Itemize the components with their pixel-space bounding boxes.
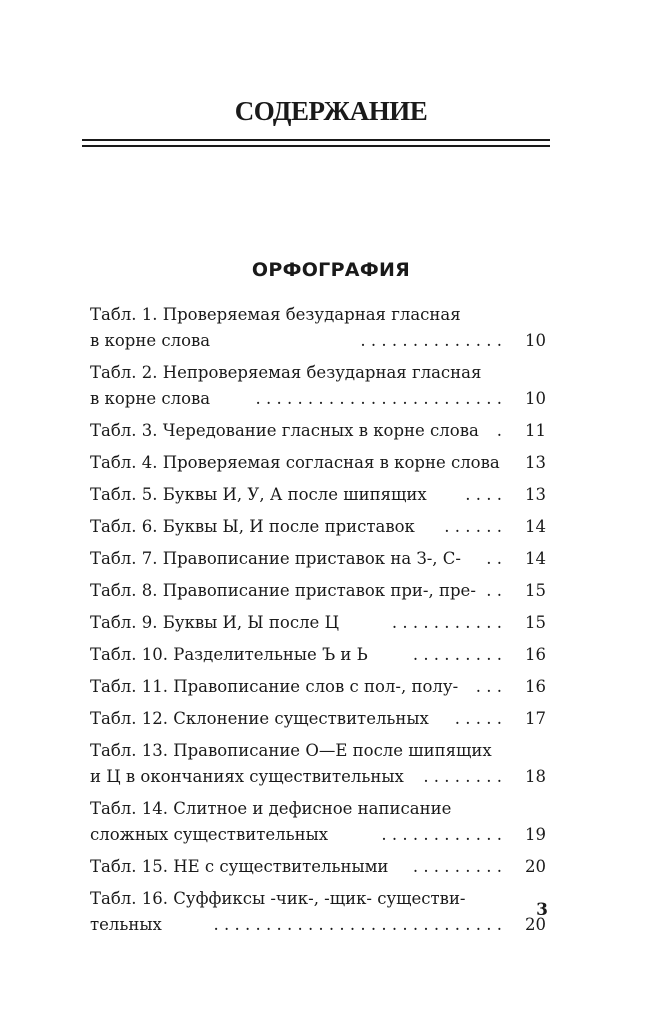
toc-entry-page: 11 [525, 421, 546, 440]
toc-entry-text: тельных [90, 915, 162, 934]
toc-dot-leader: . . . . . . . . [423, 767, 502, 786]
toc-dot-leader: . . . . . . . . . [412, 645, 502, 664]
toc-dot-leader: . . . [475, 677, 502, 696]
toc-entry-text: Табл. 5. Буквы И, У, А после шипящих [90, 485, 427, 504]
section-heading: ОРФОГРАФИЯ [251, 259, 411, 281]
toc-entry-text: в корне слова [90, 389, 211, 408]
toc-dot-leader: . . . . . . . . . . . . [381, 825, 502, 844]
toc-entry-page: 14 [525, 517, 546, 536]
toc-entry-page: 13 [525, 485, 546, 504]
toc-entry-line [90, 797, 546, 821]
toc-dot-leader: . . . . [465, 485, 502, 504]
toc-dot-leader: . . . . . . . . . . . . . . . . . . . . . . . . [255, 389, 502, 408]
toc-dot-leader: . . [486, 549, 502, 568]
toc-entry-text: Табл. 2. Непроверяемая безударная гласная [90, 363, 482, 382]
toc-entry-page: 17 [525, 709, 546, 728]
toc-entry-page: 16 [525, 677, 546, 696]
toc-entry-page: 15 [525, 581, 546, 600]
toc-entry-line [90, 419, 546, 443]
toc-entry-line [90, 483, 546, 507]
toc-dot-leader: . . . . . . . . . . . [391, 613, 502, 632]
toc-entry-text: Табл. 16. Суффиксы -чик-, -щик- существи- [90, 889, 466, 908]
toc-entry-text: Табл. 12. Склонение существительных [90, 709, 429, 728]
toc-entry-line [90, 387, 546, 411]
toc-entry-page: 13 [525, 453, 546, 472]
toc-entry-line [90, 739, 546, 763]
toc-entry-line [90, 643, 546, 667]
toc-entry-text: и Ц в окончаниях существительных [90, 767, 404, 786]
toc-entry-line [90, 361, 546, 385]
page-number: 3 [536, 900, 548, 920]
toc-entry-text: Табл. 13. Правописание О—Е после шипящих [90, 741, 492, 760]
toc-dot-leader: . . . . . . . . . . . . . . . . . . . . . . . . . . . . [213, 915, 502, 934]
toc-entry-line [90, 303, 546, 327]
page-title: СОДЕРЖАНИЕ [234, 96, 428, 126]
toc-dot-leader: . . . . . . . . . . . . . . [360, 331, 502, 350]
toc-dot-leader: . . . . . . . . . [412, 857, 502, 876]
toc-dot-leader: . . [486, 581, 502, 600]
toc-entry-page: 19 [525, 825, 546, 844]
toc-entry-page: 15 [525, 613, 546, 632]
toc-entry-line [90, 765, 546, 789]
toc-entry-line [90, 515, 546, 539]
toc-entry-text: Табл. 4. Проверяемая согласная в корне слова [90, 453, 500, 472]
toc-entry-page: 18 [525, 767, 546, 786]
toc-entry-text: Табл. 15. НЕ с существительными [90, 857, 389, 876]
toc-entry-line [90, 329, 546, 353]
toc-entry-line [90, 675, 546, 699]
toc-entry-page: 16 [525, 645, 546, 664]
toc-entry-page: 20 [525, 915, 546, 934]
toc-entry-text: Табл. 7. Правописание приставок на З-, С- [90, 549, 461, 568]
toc-entry-text: Табл. 10. Разделительные Ъ и Ь [90, 645, 368, 664]
toc-entry-line [90, 547, 546, 571]
title-rule-upper [82, 139, 550, 141]
toc-entry-line [90, 855, 546, 879]
toc-entry-line [90, 579, 546, 603]
title-rule-lower [82, 145, 550, 147]
toc-entry-text: сложных существительных [90, 825, 329, 844]
toc-entry-text: Табл. 1. Проверяемая безударная гласная [90, 305, 461, 324]
toc-entry-text: в корне слова [90, 331, 211, 350]
toc-entry-line [90, 823, 546, 847]
toc-entry-page: 20 [525, 857, 546, 876]
toc-entry-page: 10 [525, 389, 546, 408]
toc-entry-text: Табл. 8. Правописание приставок при-, пре- [90, 581, 476, 600]
toc-dot-leader: . . . . . [454, 709, 502, 728]
toc-entry-text: Табл. 11. Правописание слов с пол-, полу- [90, 677, 459, 696]
toc-entry-text: Табл. 9. Буквы И, Ы после Ц [90, 613, 339, 632]
toc-entry-line [90, 887, 546, 911]
toc-dot-leader: . . . . . . [444, 517, 502, 536]
toc-entry-line [90, 707, 546, 731]
toc-entry-line [90, 611, 546, 635]
toc-dot-leader: . [496, 421, 502, 440]
toc-entry-text: Табл. 3. Чередование гласных в корне слова [90, 421, 479, 440]
toc-entry-line [90, 913, 546, 937]
toc-entry-text: Табл. 14. Слитное и дефисное написание [90, 799, 452, 818]
toc-entry-text: Табл. 6. Буквы Ы, И после приставок [90, 517, 415, 536]
toc-entry-page: 14 [525, 549, 546, 568]
toc-entry-line [90, 451, 546, 475]
toc-entry-page: 10 [525, 331, 546, 350]
